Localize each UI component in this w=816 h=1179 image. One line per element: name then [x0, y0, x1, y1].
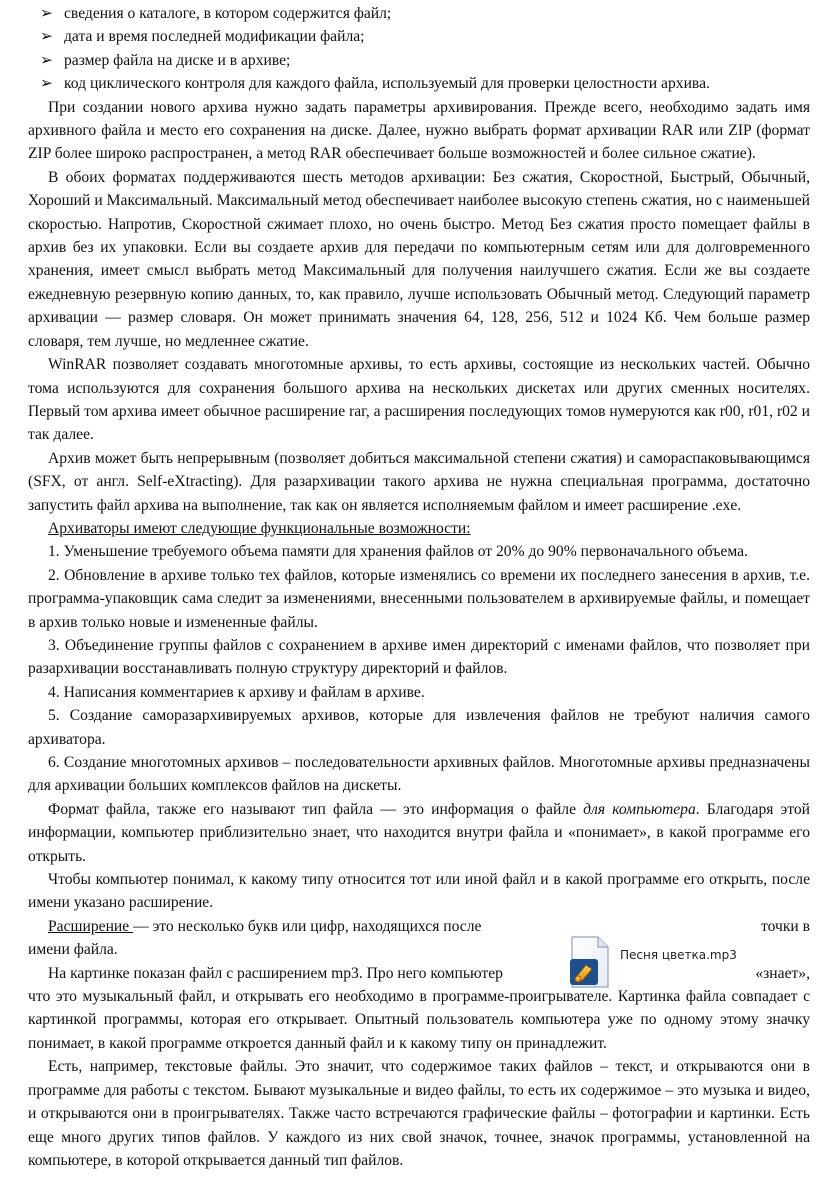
paragraph-methods: В обоих форматах поддерживаются шесть методов архивации: Без сжатия, Скоростной, Быстрый, Обычный, Хороший и Максимальный. Максимальный метод обеспечивает наиболее высокую степень сжатия, но с наименьшей скоростью. Напротив, Скоростной сжимает плохо, но очень быстро. Метод Без сжатия просто помещает файлы в архив без их упаковки. Если вы создаете архив для передачи по компьютерным сетям или для долговременного хранения, имеет смысл выбрать метод Максимальный для получения наилучшего сжатия. Если же вы создаете ежедневную резервную копию данных, то, как правило, лучше использовать Обычный метод. Следующий параметр архивации — размер словаря. Он может принимать значения 64, 128, 256, 512 и 1024 Кб. Чем больше размер словаря, тем лучше, но медленнее сжатие.	[28, 168, 810, 350]
extension-term: Расширение	[48, 917, 134, 935]
feature-item: 5. Создание саморазархивируемых архивов, которые для извлечения файлов не требуют наличия самого архиватора.	[28, 707, 810, 748]
paragraph-sfx: Архив может быть непрерывным (позволяет добиться максимальной степени сжатия) и самораспаковывающимся (SFX, от англ. Self-eXtracting). Для разархивации такого архива не нужна специальная программа, достаточно запустить файл архива на выполнение, так как он является исполняемым файлом и имеет расширение .exe.	[28, 449, 810, 514]
bullet-item: ➢ дата и время последней модификации файла;	[40, 25, 810, 48]
features-heading: Архиваторы имеют следующие функциональные возможности:	[48, 519, 471, 537]
paragraph-multivolume: WinRAR позволяет создавать многотомные архивы, то есть архивы, состоящие из нескольких частей. Обычно тома используются для сохранения большого архива на нескольких дискетах или других сменных носителях. Первый том архива имеет обычное расширение raг, а расширения последующих томов нумеруются как r00, r01, r02 и так далее.	[28, 356, 810, 444]
bullet-item: ➢ размер файла на диске и в архиве;	[40, 49, 810, 72]
bullet-item: ➢ сведения о каталоге, в котором содержится файл;	[40, 2, 810, 25]
mp3-file-icon	[566, 935, 612, 989]
bullet-item: ➢ код циклического контроля для каждого файла, используемый для проверки целостности архива.	[40, 72, 810, 95]
extension-definition-tail: имени файла.	[28, 941, 118, 959]
feature-item: 6. Создание многотомных архивов – последовательности архивных файлов. Многотомные архивы предназначены для архивации больших комплексов файлов на дискеты.	[28, 754, 810, 795]
file-name-label: Песня цветка.mp3	[620, 948, 737, 962]
feature-item: 3. Объединение группы файлов с сохранением в архиве имен директорий с именами файлов, что позволяет при разархивации восстанавливать полную структуру директорий и файлов.	[28, 636, 810, 678]
feature-item: 1. Уменьшение требуемого объема памяти для хранения файлов от 20% до 90% первоначального объема.	[48, 543, 748, 561]
paragraph-archive-params: При создании нового архива нужно задать параметры архивирования. Прежде всего, необходимо задать имя архивного файла и место его сохранения на диске. Далее, нужно выбрать формат архивации RAR или ZIP (формат ZIP более широко распространен, а метод RAR обеспечивает больше возможностей и более сильное сжатие).	[28, 98, 810, 163]
arrow-bullet-icon: ➢	[40, 5, 54, 22]
feature-item: 2. Обновление в архиве только тех файлов, которые изменялись со времени их последнего занесения в архив, т.е. программа-упаковщик сама следит за изменениями, внесенными пользователем в архивируемые файлы, и помещает в архив только новые и измененные файлы.	[28, 566, 810, 631]
file-example[interactable]	[566, 935, 746, 989]
paragraph-file-format: Формат файла, также его называют тип файла — это информация о файле для компьютера. Благодаря этой информации, компьютер приблизительно знает, что находится внутри файла и «понимает», в какой программе его открыть.	[28, 800, 810, 865]
feature-item: 4. Написания комментариев к архиву и файлам в архиве.	[48, 683, 425, 701]
extension-definition-line: Расширение — это несколько букв или цифр, находящихся после точки в	[48, 917, 810, 935]
paragraph-extension-intro: Чтобы компьютер понимал, к какому типу относится тот или иной файл и в какой программе его открыть, после имени указано расширение.	[28, 871, 810, 912]
arrow-bullet-icon: ➢	[40, 75, 54, 93]
picture-description-line: На картинке показан файл с расширением mp3. Про него компьютер «знает»,	[48, 964, 810, 982]
paragraph-picture-description: что это музыкальный файл, и открывать его необходимо в программе-проигрывателе. Картинка файла совпадает с картинкой программы, которая его открывает. Опытный пользователь компьютера уже по одному этому значку понимает, в какой программе откроется данный файл и к какому типу он принадлежит.	[28, 988, 810, 1052]
bullet-list	[28, 2, 810, 96]
arrow-bullet-icon: ➢	[40, 51, 54, 69]
paragraph-file-types: Есть, например, текстовые файлы. Это значит, что содержимое таких файлов – текст, и открываются они в программе для работы с текстом. Бывают музыкальные и видео файлы, то есть их содержимое – это музыка и видео, и открываются они в проигрывателях. Также часто встречаются графические файлы – фотографии и картинки. Есть еще много других типов файлов. У каждого из них свой значок, точнее, значок программы, установленной на компьютере, в которой открывается данный тип файлов.	[28, 1058, 810, 1169]
arrow-bullet-icon: ➢	[40, 28, 54, 46]
